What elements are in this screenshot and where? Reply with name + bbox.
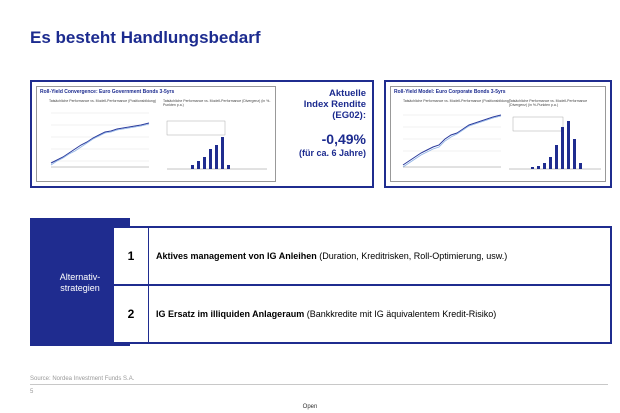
kpi-value: -0,49% — [321, 131, 366, 147]
page-title: Es besteht Handlungsbedarf — [30, 28, 261, 47]
chart-subtitle-left: Tatsächliche Performance vs. Modell-Performance (Positionsbildung) — [403, 99, 510, 103]
strategy-row — [112, 284, 612, 344]
strategy-text — [156, 286, 496, 342]
corp-bonds-card — [384, 80, 612, 188]
gov-line-chart — [37, 87, 275, 181]
corp-line-chart — [391, 87, 605, 181]
strategy-title: IG Ersatz im illiquiden Anlageraum — [156, 309, 305, 319]
alternatives-label-line-2: strategien — [60, 283, 100, 293]
chart-title: Roll-Yield Convergence: Euro Government Bonds 3-5yrs — [40, 89, 175, 95]
alternatives-label-line-1: Alternativ- — [59, 272, 101, 282]
strategy-number: 2 — [114, 286, 149, 342]
kpi-line-2: Index Rendite — [303, 99, 366, 110]
chart-subtitle-left: Tatsächliche Performance vs. Modell-Performance (Positionsbildung) — [49, 99, 156, 103]
strategy-title: Aktives management von IG Anleihen — [156, 251, 317, 261]
footer-divider — [30, 384, 608, 385]
strategy-detail: (Bankkredite mit IG äquivalentem Kredit-Risiko) — [304, 309, 497, 319]
kpi-line-1: Aktuelle — [329, 88, 366, 99]
page-number: 5 — [30, 389, 34, 395]
source-note: Source: Nordea Investment Funds S.A. — [30, 376, 135, 382]
chart-subtitle-right: Tatsächliche Performance vs. Modell-Performance (Divergenz) (in %-Punkten p.a.) — [163, 99, 271, 107]
kpi-subtext: (für ca. 6 Jahre) — [298, 148, 366, 158]
kpi-line-3: (EG02): — [332, 110, 366, 121]
strategy-detail: (Duration, Kreditrisken, Roll-Optimierung, usw.) — [316, 251, 508, 261]
corp-bonds-chart — [390, 86, 606, 182]
classification-label: Open — [302, 404, 318, 410]
chart-title: Roll-Yield Model: Euro Corporate Bonds 3-5yrs — [394, 89, 506, 95]
strategy-row — [112, 226, 612, 286]
chart-subtitle-right: Tatsächliche Performance vs. Modell-Performance (Divergenz) (in %-Punkten p.a.) — [509, 99, 588, 107]
gov-bonds-chart — [36, 86, 276, 182]
strategy-text — [156, 228, 507, 284]
index-yield-kpi — [299, 88, 366, 158]
gov-bonds-card — [30, 80, 374, 188]
strategy-number: 1 — [114, 228, 149, 284]
